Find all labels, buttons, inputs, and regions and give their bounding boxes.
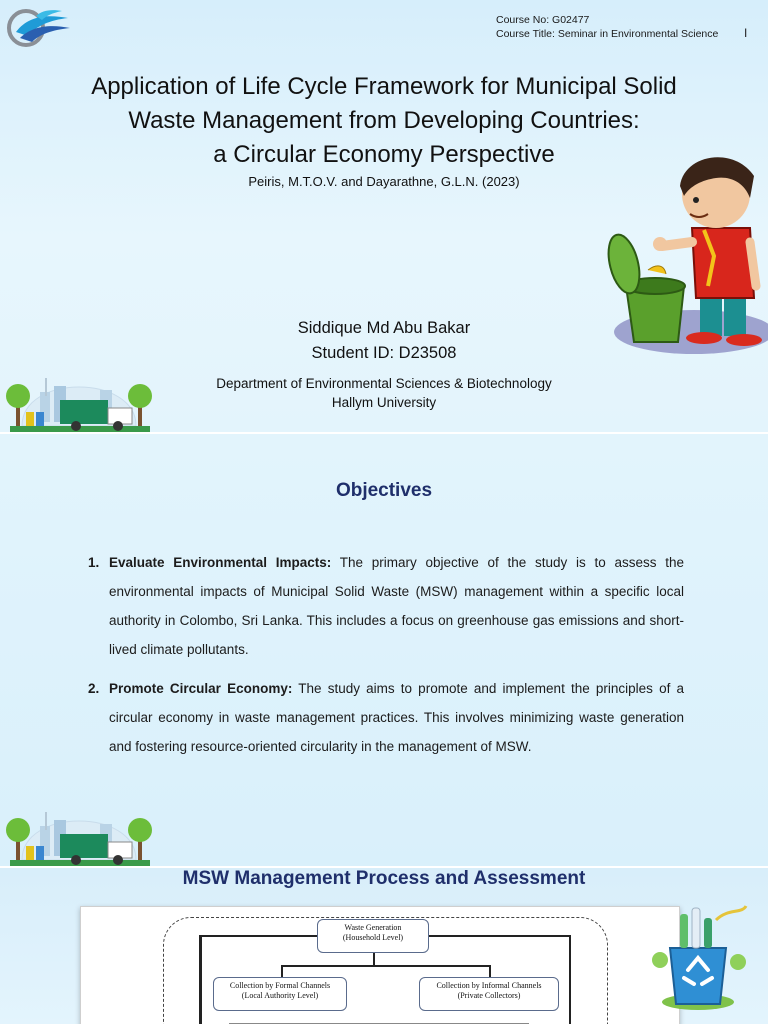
box-sublabel: (Local Authority Level) [241,991,319,1000]
flow-arrow [489,965,491,977]
formal-collection-box [213,977,347,1011]
title-line-1: Application of Life Cycle Framework for Municipal Solid [91,73,677,100]
title-slide [0,0,768,432]
title-line-2: Waste Management from Developing Countries: [128,107,640,134]
text-cursor-icon: I [744,26,748,40]
course-title: Course Title: Seminar in Environmental Science [496,28,719,40]
box-label: Collection by Formal Channels [229,981,331,990]
objective-text: The primary objective of the study is to assess the environmental impacts of Municipal Solid Waste (MSW) management within a specific local authority in Colombo, Sri Lanka. This includes a focus on greenhouse gas emissions and short-lived climate pollutants. [109,555,684,657]
msw-process-slide [0,868,768,1024]
box-label: Collection by Informal Channels [436,981,542,990]
objectives-heading: Objectives [335,480,433,501]
course-number: Course No: G02477 [496,14,590,26]
box-sublabel: (Household Level) [342,933,404,942]
university-logo [6,6,72,48]
flow-connector [569,935,571,1024]
flow-connector [199,935,202,1024]
objectives-slide [0,434,768,866]
paper-authors: Peiris, M.T.O.V. and Dayarathne, G.L.N. (2023) [248,174,520,189]
flow-connector [429,935,569,937]
objective-item [84,674,684,761]
objective-item [84,548,684,664]
garbage-truck-city-illustration [0,790,158,866]
flow-connector [373,953,375,965]
flow-arrow [281,965,283,977]
title-line-3: a Circular Economy Perspective [213,141,555,168]
objective-number: 1. [88,555,100,570]
waste-generation-box [317,919,429,953]
course-info [496,13,718,41]
objectives-list [84,548,684,771]
informal-collection-box [419,977,559,1011]
presenter-name: Siddique Md Abu Bakar [297,319,471,337]
department-name: Department of Environmental Sciences & Biotechnology [216,376,552,391]
msw-heading: MSW Management Process and Assessment [182,868,586,889]
box-sublabel: (Private Collectors) [457,991,521,1000]
objective-heading: Evaluate Environmental Impacts: [109,555,332,570]
flow-connector [281,965,491,967]
garbage-truck-city-illustration [0,356,158,432]
objective-text: The study aims to promote and implement the principles of a circular economy in waste management practices. This involves minimizing waste generation and fostering resource-oriented circularity in the management of MSW. [109,681,685,754]
student-id: Student ID: D23508 [311,344,457,362]
objective-number: 2. [88,681,100,696]
flow-connector [199,935,317,937]
objective-heading: Promote Circular Economy: [109,681,293,696]
recycle-bin-illustration [646,900,750,1012]
process-flowchart [80,906,680,1024]
university-name: Hallym University [331,395,437,410]
box-label: Waste Generation [344,923,402,932]
